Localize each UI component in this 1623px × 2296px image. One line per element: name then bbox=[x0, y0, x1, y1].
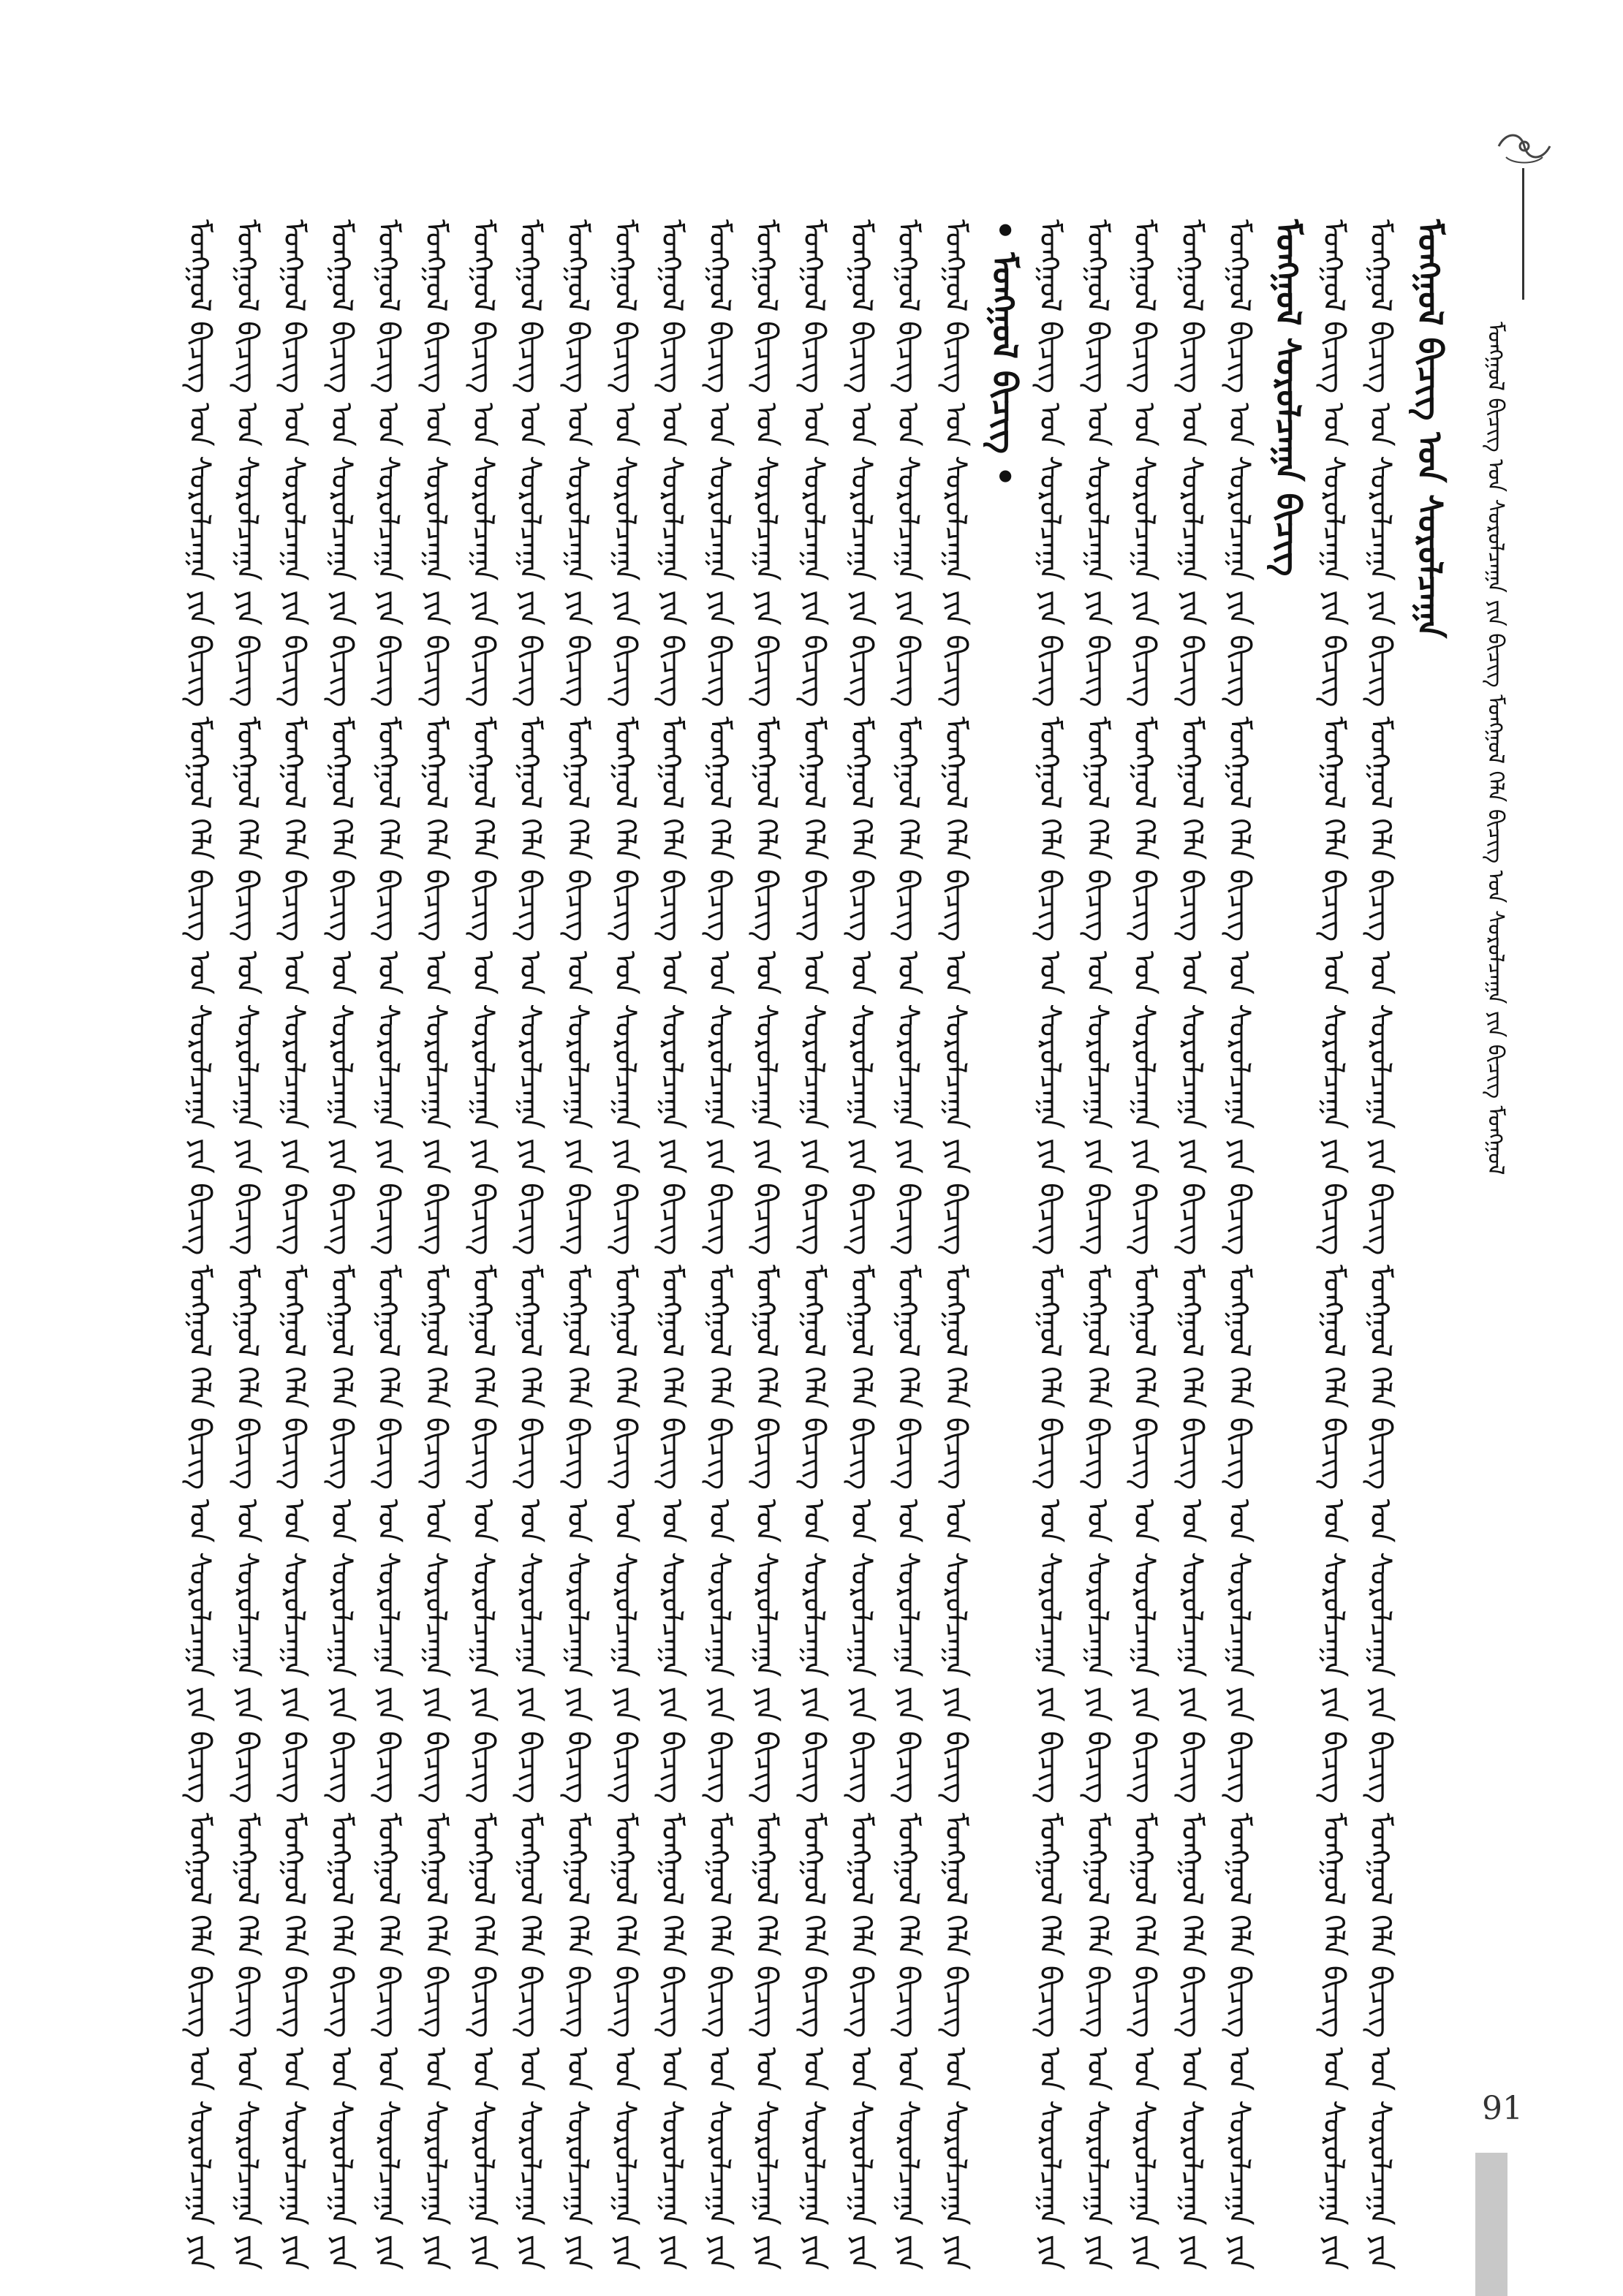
section-heading: ᠮᠣᠩᠭᠣᠯ ᠰᠤᠷᠤᠯᠴᠠᠭᠠ ᠪᠢᠴᠢᠭ bbox=[1268, 219, 1308, 577]
running-head-rule bbox=[1522, 168, 1524, 300]
text-column: ᠮᠣᠩᠭᠣᠯ ᠪᠢᠴᠢᠭ ᠤᠨ ᠰᠤᠷᠤᠯᠴᠠᠭᠠ ᠶᠢᠨ ᠪᠢᠴᠢᠭ ᠮᠣᠩᠭᠣᠯ ᠬᠡᠯᠡ ᠪᠢᠴᠢᠭ ᠤᠨ ᠰᠤᠷᠤᠯᠴᠠᠭᠠ ᠶᠢᠨ ᠪᠢᠴᠢᠭ ᠮᠣᠩᠭᠣᠯ ᠬᠡᠯᠡ ᠪᠢᠴᠢᠭ ᠤᠨ ᠰᠤᠷᠤᠯᠴᠠᠭᠠ ᠶᠢᠨ ᠪᠢᠴᠢᠭ ᠮᠣᠩᠭᠣᠯ ᠬᠡᠯᠡ ᠪᠢᠴᠢᠭ ᠤᠨ ᠰᠤᠷᠤᠯᠴᠠᠭᠠ ᠶᠢᠨ bbox=[1317, 219, 1350, 2270]
text-column: ᠮᠣᠩᠭᠣᠯ ᠪᠢᠴᠢᠭ ᠤᠨ ᠰᠤᠷᠤᠯᠴᠠᠭᠠ ᠶᠢᠨ ᠪᠢᠴᠢᠭ ᠮᠣᠩᠭᠣᠯ ᠬᠡᠯᠡ ᠪᠢᠴᠢᠭ ᠤᠨ ᠰᠤᠷᠤᠯᠴᠠᠭᠠ ᠶᠢᠨ ᠪᠢᠴᠢᠭ ᠮᠣᠩᠭᠣᠯ ᠬᠡᠯᠡ ᠪᠢᠴᠢᠭ ᠤᠨ ᠰᠤᠷᠤᠯᠴᠠᠭᠠ ᠶᠢᠨ ᠪᠢᠴᠢᠭ ᠮᠣᠩᠭᠣᠯ ᠬᠡᠯᠡ ᠪᠢᠴᠢᠭ ᠤᠨ ᠰᠤᠷᠤᠯᠴᠠᠭᠠ ᠶᠢᠨ bbox=[1363, 219, 1397, 2270]
text-column: ᠮᠣᠩᠭᠣᠯ ᠪᠢᠴᠢᠭ ᠤᠨ ᠰᠤᠷᠤᠯᠴᠠᠭᠠ ᠶᠢᠨ ᠪᠢᠴᠢᠭ ᠮᠣᠩᠭᠣᠯ ᠬᠡᠯᠡ ᠪᠢᠴᠢᠭ ᠤᠨ ᠰᠤᠷᠤᠯᠴᠠᠭᠠ ᠶᠢᠨ ᠪᠢᠴᠢᠭ ᠮᠣᠩᠭᠣᠯ ᠬᠡᠯᠡ ᠪᠢᠴᠢᠭ ᠤᠨ ᠰᠤᠷᠤᠯᠴᠠᠭᠠ ᠶᠢᠨ ᠪᠢᠴᠢᠭ ᠮᠣᠩᠭᠣᠯ ᠬᠡᠯᠡ ᠪᠢᠴᠢᠭ ᠤᠨ ᠰᠤᠷᠤᠯᠴᠠᠭᠠ ᠶᠢᠨ bbox=[466, 219, 500, 2270]
text-column: ᠮᠣᠩᠭᠣᠯ ᠪᠢᠴᠢᠭ ᠤᠨ ᠰᠤᠷᠤᠯᠴᠠᠭᠠ ᠶᠢᠨ ᠪᠢᠴᠢᠭ ᠮᠣᠩᠭᠣᠯ ᠬᠡᠯᠡ ᠪᠢᠴᠢᠭ ᠤᠨ ᠰᠤᠷᠤᠯᠴᠠᠭᠠ ᠶᠢᠨ ᠪᠢᠴᠢᠭ ᠮᠣᠩᠭᠣᠯ ᠬᠡᠯᠡ ᠪᠢᠴᠢᠭ ᠤᠨ ᠰᠤᠷᠤᠯᠴᠠᠭᠠ ᠶᠢᠨ ᠪᠢᠴᠢᠭ ᠮᠣᠩᠭᠣᠯ ᠬᠡᠯᠡ ᠪᠢᠴᠢᠭ ᠤᠨ ᠰᠤᠷᠤᠯᠴᠠᠭᠠ ᠶᠢᠨ bbox=[1127, 219, 1161, 2270]
text-column: ᠮᠣᠩᠭᠣᠯ ᠪᠢᠴᠢᠭ ᠤᠨ ᠰᠤᠷᠤᠯᠴᠠᠭᠠ ᠶᠢᠨ ᠪᠢᠴᠢᠭ ᠮᠣᠩᠭᠣᠯ ᠬᠡᠯᠡ ᠪᠢᠴᠢᠭ ᠤᠨ ᠰᠤᠷᠤᠯᠴᠠᠭᠠ ᠶᠢᠨ ᠪᠢᠴᠢᠭ ᠮᠣᠩᠭᠣᠯ ᠬᠡᠯᠡ ᠪᠢᠴᠢᠭ ᠤᠨ ᠰᠤᠷᠤᠯᠴᠠᠭᠠ ᠶᠢᠨ ᠪᠢᠴᠢᠭ ᠮᠣᠩᠭᠣᠯ ᠬᠡᠯᠡ ᠪᠢᠴᠢᠭ ᠤᠨ ᠰᠤᠷᠤᠯᠴᠠᠭᠠ ᠶᠢᠨ bbox=[325, 219, 358, 2270]
text-column: ᠮᠣᠩᠭᠣᠯ ᠪᠢᠴᠢᠭ ᠤᠨ ᠰᠤᠷᠤᠯᠴᠠᠭᠠ ᠶᠢᠨ ᠪᠢᠴᠢᠭ ᠮᠣᠩᠭᠣᠯ ᠬᠡᠯᠡ ᠪᠢᠴᠢᠭ ᠤᠨ ᠰᠤᠷᠤᠯᠴᠠᠭᠠ ᠶᠢᠨ ᠪᠢᠴᠢᠭ ᠮᠣᠩᠭᠣᠯ ᠬᠡᠯᠡ ᠪᠢᠴᠢᠭ ᠤᠨ ᠰᠤᠷᠤᠯᠴᠠᠭᠠ ᠶᠢᠨ ᠪᠢᠴᠢᠭ ᠮᠣᠩᠭᠣᠯ ᠬᠡᠯᠡ ᠪᠢᠴᠢᠭ ᠤᠨ ᠰᠤᠷᠤᠯᠴᠠᠭᠠ ᠶᠢᠨ bbox=[1222, 219, 1256, 2270]
text-column: ᠮᠣᠩᠭᠣᠯ ᠪᠢᠴᠢᠭ ᠤᠨ ᠰᠤᠷᠤᠯᠴᠠᠭᠠ ᠶᠢᠨ ᠪᠢᠴᠢᠭ ᠮᠣᠩᠭᠣᠯ ᠬᠡᠯᠡ ᠪᠢᠴᠢᠭ ᠤᠨ ᠰᠤᠷᠤᠯᠴᠠᠭᠠ ᠶᠢᠨ ᠪᠢᠴᠢᠭ ᠮᠣᠩᠭᠣᠯ ᠬᠡᠯᠡ ᠪᠢᠴᠢᠭ ᠤᠨ ᠰᠤᠷᠤᠯᠴᠠᠭᠠ ᠶᠢᠨ ᠪᠢᠴᠢᠭ ᠮᠣᠩᠭᠣᠯ ᠬᠡᠯᠡ ᠪᠢᠴᠢᠭ ᠤᠨ ᠰᠤᠷᠤᠯᠴᠠᠭᠠ ᠶᠢᠨ bbox=[703, 219, 736, 2270]
text-column: ᠮᠣᠩᠭᠣᠯ ᠪᠢᠴᠢᠭ ᠤᠨ ᠰᠤᠷᠤᠯᠴᠠᠭᠠ ᠶᠢᠨ ᠪᠢᠴᠢᠭ ᠮᠣᠩᠭᠣᠯ ᠬᠡᠯᠡ ᠪᠢᠴᠢᠭ ᠤᠨ ᠰᠤᠷᠤᠯᠴᠠᠭᠠ ᠶᠢᠨ ᠪᠢᠴᠢᠭ ᠮᠣᠩᠭᠣᠯ ᠬᠡᠯᠡ ᠪᠢᠴᠢᠭ ᠤᠨ ᠰᠤᠷᠤᠯᠴᠠᠭᠠ ᠶᠢᠨ ᠪᠢᠴᠢᠭ ᠮᠣᠩᠭᠣᠯ ᠬᠡᠯᠡ ᠪᠢᠴᠢᠭ ᠤᠨ ᠰᠤᠷᠤᠯᠴᠠᠭᠠ ᠶᠢᠨ bbox=[1081, 219, 1114, 2270]
text-column: ᠮᠣᠩᠭᠣᠯ ᠪᠢᠴᠢᠭ ᠤᠨ ᠰᠤᠷᠤᠯᠴᠠᠭᠠ ᠶᠢᠨ ᠪᠢᠴᠢᠭ ᠮᠣᠩᠭᠣᠯ ᠬᠡᠯᠡ ᠪᠢᠴᠢᠭ ᠤᠨ ᠰᠤᠷᠤᠯᠴᠠᠭᠠ ᠶᠢᠨ ᠪᠢᠴᠢᠭ ᠮᠣᠩᠭᠣᠯ ᠬᠡᠯᠡ ᠪᠢᠴᠢᠭ ᠤᠨ ᠰᠤᠷᠤᠯᠴᠠᠭᠠ ᠶᠢᠨ ᠪᠢᠴᠢᠭ ᠮᠣᠩᠭᠣᠯ ᠬᠡᠯᠡ ᠪᠢᠴᠢᠭ ᠤᠨ ᠰᠤᠷᠤᠯᠴᠠᠭᠠ ᠶᠢᠨ bbox=[277, 219, 311, 2270]
text-column: ᠮᠣᠩᠭᠣᠯ ᠪᠢᠴᠢᠭ ᠤᠨ ᠰᠤᠷᠤᠯᠴᠠᠭᠠ ᠶᠢᠨ ᠪᠢᠴᠢᠭ ᠮᠣᠩᠭᠣᠯ ᠬᠡᠯᠡ ᠪᠢᠴᠢᠭ ᠤᠨ ᠰᠤᠷᠤᠯᠴᠠᠭᠠ ᠶᠢᠨ ᠪᠢᠴᠢᠭ ᠮᠣᠩᠭᠣᠯ ᠬᠡᠯᠡ ᠪᠢᠴᠢᠭ ᠤᠨ ᠰᠤᠷᠤᠯᠴᠠᠭᠠ ᠶᠢᠨ ᠪᠢᠴᠢᠭ ᠮᠣᠩᠭᠣᠯ ᠬᠡᠯᠡ ᠪᠢᠴᠢᠭ ᠤᠨ ᠰᠤᠷᠤᠯᠴᠠᠭᠠ ᠶᠢᠨ bbox=[749, 219, 783, 2270]
running-head: ᠮᠣᠩᠭᠣᠯ ᠪᠢᠴᠢᠭ ᠤᠨ ᠰᠤᠷᠤᠯᠴᠠᠭᠠ ᠶᠢᠨ ᠪᠢᠴᠢᠭ ᠮᠣᠩᠭᠣᠯ ᠬᠡᠯᠡ ᠪᠢᠴᠢᠭ ᠤᠨ ᠰᠤᠷᠤᠯᠴᠠᠭᠠ ᠶᠢᠨ ᠪᠢᠴᠢᠭ ᠮᠣᠩᠭᠣᠯ bbox=[1483, 322, 1508, 1175]
text-column: ᠮᠣᠩᠭᠣᠯ ᠪᠢᠴᠢᠭ ᠤᠨ ᠰᠤᠷᠤᠯᠴᠠᠭᠠ ᠶᠢᠨ ᠪᠢᠴᠢᠭ ᠮᠣᠩᠭᠣᠯ ᠬᠡᠯᠡ ᠪᠢᠴᠢᠭ ᠤᠨ ᠰᠤᠷᠤᠯᠴᠠᠭᠠ ᠶᠢᠨ ᠪᠢᠴᠢᠭ ᠮᠣᠩᠭᠣᠯ ᠬᠡᠯᠡ ᠪᠢᠴᠢᠭ ᠤᠨ ᠰᠤᠷᠤᠯᠴᠠᠭᠠ ᠶᠢᠨ ᠪᠢᠴᠢᠭ ᠮᠣᠩᠭᠣᠯ ᠬᠡᠯᠡ ᠪᠢᠴᠢᠭ ᠤᠨ ᠰᠤᠷᠤᠯᠴᠠᠭᠠ ᠶᠢᠨ bbox=[561, 219, 594, 2270]
text-column: ᠮᠣᠩᠭᠣᠯ ᠪᠢᠴᠢᠭ ᠤᠨ ᠰᠤᠷᠤᠯᠴᠠᠭᠠ ᠶᠢᠨ ᠪᠢᠴᠢᠭ ᠮᠣᠩᠭᠣᠯ ᠬᠡᠯᠡ ᠪᠢᠴᠢᠭ ᠤᠨ ᠰᠤᠷᠤᠯᠴᠠᠭᠠ ᠶᠢᠨ ᠪᠢᠴᠢᠭ ᠮᠣᠩᠭᠣᠯ ᠬᠡᠯᠡ ᠪᠢᠴᠢᠭ ᠤᠨ ᠰᠤᠷᠤᠯᠴᠠᠭᠠ ᠶᠢᠨ ᠪᠢᠴᠢᠭ ᠮᠣᠩᠭᠣᠯ ᠬᠡᠯᠡ ᠪᠢᠴᠢᠭ ᠤᠨ ᠰᠤᠷᠤᠯᠴᠠᠭᠠ ᠶᠢᠨ bbox=[1033, 219, 1067, 2270]
text-column: ᠮᠣᠩᠭᠣᠯ ᠪᠢᠴᠢᠭ ᠤᠨ ᠰᠤᠷᠤᠯᠴᠠᠭᠠ ᠶᠢᠨ ᠪᠢᠴᠢᠭ ᠮᠣᠩᠭᠣᠯ ᠬᠡᠯᠡ ᠪᠢᠴᠢᠭ ᠤᠨ ᠰᠤᠷᠤᠯᠴᠠᠭᠠ ᠶᠢᠨ ᠪᠢᠴᠢᠭ ᠮᠣᠩᠭᠣᠯ ᠬᠡᠯᠡ ᠪᠢᠴᠢᠭ ᠤᠨ ᠰᠤᠷᠤᠯᠴᠠᠭᠠ ᠶᠢᠨ ᠪᠢᠴᠢᠭ ᠮᠣᠩᠭᠣᠯ ᠬᠡᠯᠡ ᠪᠢᠴᠢᠭ ᠤᠨ ᠰᠤᠷᠤᠯᠴᠠᠭᠠ ᠶᠢᠨ bbox=[608, 219, 642, 2270]
text-column: ᠮᠣᠩᠭᠣᠯ ᠪᠢᠴᠢᠭ ᠤᠨ ᠰᠤᠷᠤᠯᠴᠠᠭᠠ ᠶᠢᠨ ᠪᠢᠴᠢᠭ ᠮᠣᠩᠭᠣᠯ ᠬᠡᠯᠡ ᠪᠢᠴᠢᠭ ᠤᠨ ᠰᠤᠷᠤᠯᠴᠠᠭᠠ ᠶᠢᠨ ᠪᠢᠴᠢᠭ ᠮᠣᠩᠭᠣᠯ ᠬᠡᠯᠡ ᠪᠢᠴᠢᠭ ᠤᠨ ᠰᠤᠷᠤᠯᠴᠠᠭᠠ ᠶᠢᠨ ᠪᠢᠴᠢᠭ ᠮᠣᠩᠭᠣᠯ ᠬᠡᠯᠡ ᠪᠢᠴᠢᠭ ᠤᠨ ᠰᠤᠷᠤᠯᠴᠠᠭᠠ ᠶᠢᠨ bbox=[513, 219, 547, 2270]
text-column: ᠮᠣᠩᠭᠣᠯ ᠪᠢᠴᠢᠭ ᠤᠨ ᠰᠤᠷᠤᠯᠴᠠᠭᠠ ᠶᠢᠨ ᠪᠢᠴᠢᠭ ᠮᠣᠩᠭᠣᠯ ᠬᠡᠯᠡ ᠪᠢᠴᠢᠭ ᠤᠨ ᠰᠤᠷᠤᠯᠴᠠᠭᠠ ᠶᠢᠨ ᠪᠢᠴᠢᠭ ᠮᠣᠩᠭᠣᠯ ᠬᠡᠯᠡ ᠪᠢᠴᠢᠭ ᠤᠨ ᠰᠤᠷᠤᠯᠴᠠᠭᠠ ᠶᠢᠨ ᠪᠢᠴᠢᠭ ᠮᠣᠩᠭᠣᠯ ᠬᠡᠯᠡ ᠪᠢᠴᠢᠭ ᠤᠨ ᠰᠤᠷᠤᠯᠴᠠᠭᠠ ᠶᠢᠨ bbox=[891, 219, 925, 2270]
text-column: ᠮᠣᠩᠭᠣᠯ ᠪᠢᠴᠢᠭ ᠤᠨ ᠰᠤᠷᠤᠯᠴᠠᠭᠠ ᠶᠢᠨ ᠪᠢᠴᠢᠭ ᠮᠣᠩᠭᠣᠯ ᠬᠡᠯᠡ ᠪᠢᠴᠢᠭ ᠤᠨ ᠰᠤᠷᠤᠯᠴᠠᠭᠠ ᠶᠢᠨ ᠪᠢᠴᠢᠭ ᠮᠣᠩᠭᠣᠯ ᠬᠡᠯᠡ ᠪᠢᠴᠢᠭ ᠤᠨ ᠰᠤᠷᠤᠯᠴᠠᠭᠠ ᠶᠢᠨ ᠪᠢᠴᠢᠭ ᠮᠣᠩᠭᠣᠯ ᠬᠡᠯᠡ ᠪᠢᠴᠢᠭ ᠤᠨ ᠰᠤᠷᠤᠯᠴᠠᠭᠠ ᠶᠢᠨ bbox=[655, 219, 689, 2270]
section-heading: • ᠮᠣᠩᠭᠣᠯ ᠪᠢᠴᠢᠭ • bbox=[985, 219, 1024, 488]
page-edge-tab bbox=[1475, 2153, 1507, 2296]
flourish-ornament-icon bbox=[1491, 124, 1557, 168]
text-column: ᠮᠣᠩᠭᠣᠯ ᠪᠢᠴᠢᠭ ᠤᠨ ᠰᠤᠷᠤᠯᠴᠠᠭᠠ ᠶᠢᠨ ᠪᠢᠴᠢᠭ ᠮᠣᠩᠭᠣᠯ ᠬᠡᠯᠡ ᠪᠢᠴᠢᠭ ᠤᠨ ᠰᠤᠷᠤᠯᠴᠠᠭᠠ ᠶᠢᠨ ᠪᠢᠴᠢᠭ ᠮᠣᠩᠭᠣᠯ ᠬᠡᠯᠡ ᠪᠢᠴᠢᠭ ᠤᠨ ᠰᠤᠷᠤᠯᠴᠠᠭᠠ ᠶᠢᠨ ᠪᠢᠴᠢᠭ ᠮᠣᠩᠭᠣᠯ ᠬᠡᠯᠡ ᠪᠢᠴᠢᠭ ᠤᠨ ᠰᠤᠷᠤᠯᠴᠠᠭᠠ ᠶᠢᠨ bbox=[230, 219, 264, 2270]
text-column: ᠮᠣᠩᠭᠣᠯ ᠪᠢᠴᠢᠭ ᠤᠨ ᠰᠤᠷᠤᠯᠴᠠᠭᠠ ᠶᠢᠨ ᠪᠢᠴᠢᠭ ᠮᠣᠩᠭᠣᠯ ᠬᠡᠯᠡ ᠪᠢᠴᠢᠭ ᠤᠨ ᠰᠤᠷᠤᠯᠴᠠᠭᠠ ᠶᠢᠨ ᠪᠢᠴᠢᠭ ᠮᠣᠩᠭᠣᠯ ᠬᠡᠯᠡ ᠪᠢᠴᠢᠭ ᠤᠨ ᠰᠤᠷᠤᠯᠴᠠᠭᠠ ᠶᠢᠨ ᠪᠢᠴᠢᠭ ᠮᠣᠩᠭᠣᠯ ᠬᠡᠯᠡ ᠪᠢᠴᠢᠭ ᠤᠨ ᠰᠤᠷᠤᠯᠴᠠᠭᠠ ᠶᠢᠨ bbox=[844, 219, 878, 2270]
section-heading: ᠮᠣᠩᠭᠣᠯ ᠪᠢᠴᠢᠭ ᠤᠨ ᠰᠤᠷᠤᠯᠴᠠᠭᠠ bbox=[1410, 219, 1450, 638]
text-column: ᠮᠣᠩᠭᠣᠯ ᠪᠢᠴᠢᠭ ᠤᠨ ᠰᠤᠷᠤᠯᠴᠠᠭᠠ ᠶᠢᠨ ᠪᠢᠴᠢᠭ ᠮᠣᠩᠭᠣᠯ ᠬᠡᠯᠡ ᠪᠢᠴᠢᠭ ᠤᠨ ᠰᠤᠷᠤᠯᠴᠠᠭᠠ ᠶᠢᠨ ᠪᠢᠴᠢᠭ ᠮᠣᠩᠭᠣᠯ ᠬᠡᠯᠡ ᠪᠢᠴᠢᠭ ᠤᠨ ᠰᠤᠷᠤᠯᠴᠠᠭᠠ ᠶᠢᠨ ᠪᠢᠴᠢᠭ ᠮᠣᠩᠭᠣᠯ ᠬᠡᠯᠡ ᠪᠢᠴᠢᠭ ᠤᠨ ᠰᠤᠷᠤᠯᠴᠠᠭᠠ ᠶᠢᠨ bbox=[419, 219, 453, 2270]
text-column: ᠮᠣᠩᠭᠣᠯ ᠪᠢᠴᠢᠭ ᠤᠨ ᠰᠤᠷᠤᠯᠴᠠᠭᠠ ᠶᠢᠨ ᠪᠢᠴᠢᠭ ᠮᠣᠩᠭᠣᠯ ᠬᠡᠯᠡ ᠪᠢᠴᠢᠭ ᠤᠨ ᠰᠤᠷᠤᠯᠴᠠᠭᠠ ᠶᠢᠨ ᠪᠢᠴᠢᠭ ᠮᠣᠩᠭᠣᠯ ᠬᠡᠯᠡ ᠪᠢᠴᠢᠭ ᠤᠨ ᠰᠤᠷᠤᠯᠴᠠᠭᠠ ᠶᠢᠨ ᠪᠢᠴᠢᠭ ᠮᠣᠩᠭᠣᠯ ᠬᠡᠯᠡ ᠪᠢᠴᠢᠭ ᠤᠨ ᠰᠤᠷᠤᠯᠴᠠᠭᠠ ᠶᠢᠨ bbox=[939, 219, 972, 2270]
text-column: ᠮᠣᠩᠭᠣᠯ ᠪᠢᠴᠢᠭ ᠤᠨ ᠰᠤᠷᠤᠯᠴᠠᠭᠠ ᠶᠢᠨ ᠪᠢᠴᠢᠭ ᠮᠣᠩᠭᠣᠯ ᠬᠡᠯᠡ ᠪᠢᠴᠢᠭ ᠤᠨ ᠰᠤᠷᠤᠯᠴᠠᠭᠠ ᠶᠢᠨ ᠪᠢᠴᠢᠭ ᠮᠣᠩᠭᠣᠯ ᠬᠡᠯᠡ ᠪᠢᠴᠢᠭ ᠤᠨ ᠰᠤᠷᠤᠯᠴᠠᠭᠠ ᠶᠢᠨ ᠪᠢᠴᠢᠭ ᠮᠣᠩᠭᠣᠯ ᠬᠡᠯᠡ ᠪᠢᠴᠢᠭ ᠤᠨ ᠰᠤᠷᠤᠯᠴᠠᠭᠠ ᠶᠢᠨ bbox=[797, 219, 831, 2270]
text-column: ᠮᠣᠩᠭᠣᠯ ᠪᠢᠴᠢᠭ ᠤᠨ ᠰᠤᠷᠤᠯᠴᠠᠭᠠ ᠶᠢᠨ ᠪᠢᠴᠢᠭ ᠮᠣᠩᠭᠣᠯ ᠬᠡᠯᠡ ᠪᠢᠴᠢᠭ ᠤᠨ ᠰᠤᠷᠤᠯᠴᠠᠭᠠ ᠶᠢᠨ ᠪᠢᠴᠢᠭ ᠮᠣᠩᠭᠣᠯ ᠬᠡᠯᠡ ᠪᠢᠴᠢᠭ ᠤᠨ ᠰᠤᠷᠤᠯᠴᠠᠭᠠ ᠶᠢᠨ ᠪᠢᠴᠢᠭ ᠮᠣᠩᠭᠣᠯ ᠬᠡᠯᠡ ᠪᠢᠴᠢᠭ ᠤᠨ ᠰᠤᠷᠤᠯᠴᠠᠭᠠ ᠶᠢᠨ bbox=[371, 219, 405, 2270]
page-number: 91 bbox=[1482, 2090, 1523, 2127]
text-column: ᠮᠣᠩᠭᠣᠯ ᠪᠢᠴᠢᠭ ᠤᠨ ᠰᠤᠷᠤᠯᠴᠠᠭᠠ ᠶᠢᠨ ᠪᠢᠴᠢᠭ ᠮᠣᠩᠭᠣᠯ ᠬᠡᠯᠡ ᠪᠢᠴᠢᠭ ᠤᠨ ᠰᠤᠷᠤᠯᠴᠠᠭᠠ ᠶᠢᠨ ᠪᠢᠴᠢᠭ ᠮᠣᠩᠭᠣᠯ ᠬᠡᠯᠡ ᠪᠢᠴᠢᠭ ᠤᠨ ᠰᠤᠷᠤᠯᠴᠠᠭᠠ ᠶᠢᠨ ᠪᠢᠴᠢᠭ ᠮᠣᠩᠭᠣᠯ ᠬᠡᠯᠡ ᠪᠢᠴᠢᠭ ᠤᠨ ᠰᠤᠷᠤᠯᠴᠠᠭᠠ ᠶᠢᠨ bbox=[1175, 219, 1208, 2270]
text-column: ᠮᠣᠩᠭᠣᠯ ᠪᠢᠴᠢᠭ ᠤᠨ ᠰᠤᠷᠤᠯᠴᠠᠭᠠ ᠶᠢᠨ ᠪᠢᠴᠢᠭ ᠮᠣᠩᠭᠣᠯ ᠬᠡᠯᠡ ᠪᠢᠴᠢᠭ ᠤᠨ ᠰᠤᠷᠤᠯᠴᠠᠭᠠ ᠶᠢᠨ ᠪᠢᠴᠢᠭ ᠮᠣᠩᠭᠣᠯ ᠬᠡᠯᠡ ᠪᠢᠴᠢᠭ ᠤᠨ ᠰᠤᠷᠤᠯᠴᠠᠭᠠ ᠶᠢᠨ ᠪᠢᠴᠢᠭ ᠮᠣᠩᠭᠣᠯ ᠬᠡᠯᠡ ᠪᠢᠴᠢᠭ ᠤᠨ ᠰᠤᠷᠤᠯᠴᠠᠭᠠ ᠶᠢᠨ bbox=[183, 219, 216, 2270]
